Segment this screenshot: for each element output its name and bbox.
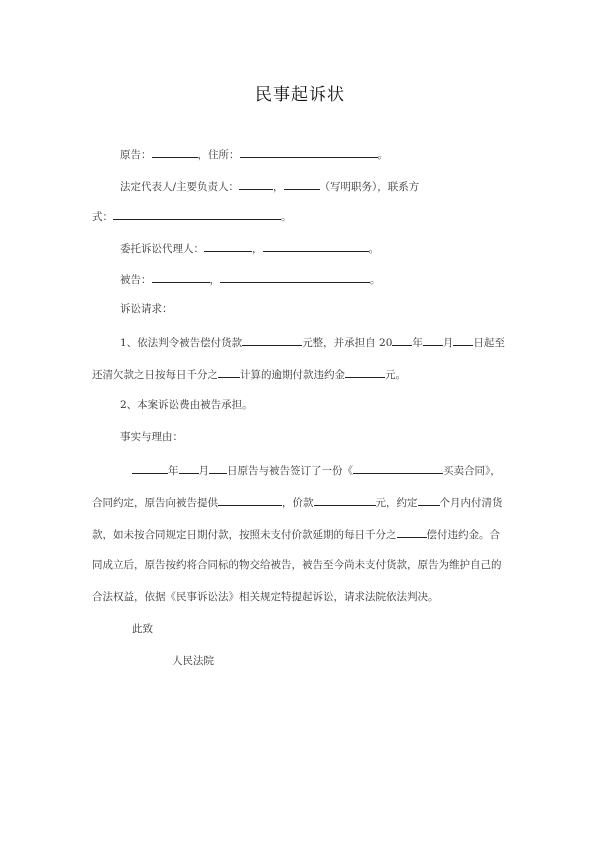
facts-line-2	[92, 494, 503, 510]
defendant-sep: ，	[209, 274, 220, 286]
claim-1-text-g: 计算的逾期付款违约金	[240, 369, 345, 381]
facts-goods-blank[interactable]	[218, 494, 282, 506]
facts-text-p2d: 个月内付清货	[439, 497, 503, 509]
claim-1-year-label: 年	[412, 337, 423, 349]
facts-penalty-rate-blank[interactable]	[397, 526, 427, 538]
claim-1-text-b: 元整，并承担自 20	[302, 337, 393, 349]
agent-line	[120, 240, 379, 256]
defendant-name-blank[interactable]	[152, 271, 210, 283]
claim-1-month-label: 月	[442, 337, 454, 349]
claim-1-day-label: 日起至	[473, 337, 505, 349]
claim-1-text-f: 还清欠款之日按每日千分之	[92, 369, 218, 381]
facts-text-p3a: 款，如未按合同规定日期付款，按照未支付价款延期的每日千分之	[92, 529, 397, 541]
facts-line-4: 同成立后，原告按约将合同标的物交给被告，被告至今尚未支付货款，原告为维护自己的	[92, 559, 502, 571]
facts-month-blank[interactable]	[179, 462, 199, 474]
facts-month-label: 月	[198, 465, 209, 477]
plaintiff-label: 原告：	[120, 149, 152, 161]
legal-rep-title-blank[interactable]	[284, 178, 320, 190]
claim-1-text-h: 元。	[385, 369, 406, 381]
legal-rep-line	[120, 178, 419, 194]
facts-contract-blank[interactable]	[353, 462, 443, 474]
claim-1-line-2	[92, 366, 406, 382]
agent-sep: ，	[252, 243, 263, 255]
facts-year-label: 年	[168, 465, 179, 477]
claim-1-day-blank[interactable]	[453, 334, 473, 346]
facts-text-p2c: 元，约定	[375, 497, 418, 509]
legal-rep-title-note: （写明职务），联系方	[319, 181, 420, 193]
legal-rep-sep: ，	[273, 181, 284, 193]
facts-price-blank[interactable]	[314, 494, 376, 506]
legal-rep-contact-line	[92, 208, 292, 224]
plaintiff-name-blank[interactable]	[152, 146, 198, 158]
legal-rep-label: 法定代表人/主要负责人：	[120, 181, 240, 193]
defendant-label: 被告：	[120, 274, 152, 286]
claim-1-line-1	[120, 334, 505, 350]
claim-2-line: 2、本案诉讼费由被告承担。	[120, 399, 253, 411]
agent-detail-blank[interactable]	[263, 240, 369, 252]
facts-year-blank[interactable]	[132, 462, 168, 474]
claim-1-amount-blank[interactable]	[242, 334, 302, 346]
facts-text-p2a: 合同约定，原告向被告提供	[92, 497, 218, 509]
claim-1-rate-blank[interactable]	[218, 366, 240, 378]
facts-text-p3b: 偿付违约金。合	[426, 529, 500, 541]
defendant-end: 。	[370, 274, 381, 286]
facts-day-blank[interactable]	[209, 462, 227, 474]
closing-court: 人民法院	[172, 655, 214, 667]
claim-1-text-a: 1、依法判令被告偿付货款	[120, 337, 243, 349]
claim-1-year-blank[interactable]	[392, 334, 412, 346]
agent-label: 委托诉讼代理人：	[120, 243, 204, 255]
document-title: 民事起诉状	[255, 85, 345, 105]
claim-1-month-blank[interactable]	[423, 334, 443, 346]
defendant-line	[120, 271, 381, 287]
claim-1-penalty-blank[interactable]	[345, 366, 385, 378]
facts-line-3	[92, 526, 500, 542]
facts-text-p2b: ，价款	[282, 497, 314, 509]
agent-name-blank[interactable]	[204, 240, 252, 252]
facts-line-5: 合法权益，依据《民事诉讼法》相关规定特提起诉讼，请求法院依法判决。	[92, 591, 439, 603]
agent-end: 。	[368, 243, 379, 255]
plaintiff-line	[120, 146, 388, 162]
claims-heading: 诉讼请求：	[120, 303, 173, 315]
facts-heading: 事实与理由：	[120, 431, 183, 443]
legal-rep-contact-label: 式：	[92, 211, 113, 223]
legal-rep-end: 。	[281, 211, 292, 223]
facts-text-d: 买卖合同》，	[443, 465, 501, 477]
legal-rep-name-blank[interactable]	[239, 178, 273, 190]
plaintiff-address-label: ，住所：	[197, 149, 240, 161]
plaintiff-address-blank[interactable]	[240, 146, 378, 158]
closing-salutation: 此致	[132, 623, 153, 635]
defendant-detail-blank[interactable]	[220, 271, 370, 283]
legal-rep-contact-blank[interactable]	[113, 208, 281, 220]
facts-months-blank[interactable]	[418, 494, 440, 506]
plaintiff-end: 。	[377, 149, 388, 161]
facts-line-1	[132, 462, 501, 478]
facts-text-c: 日原告与被告签订了一份《	[227, 465, 353, 477]
